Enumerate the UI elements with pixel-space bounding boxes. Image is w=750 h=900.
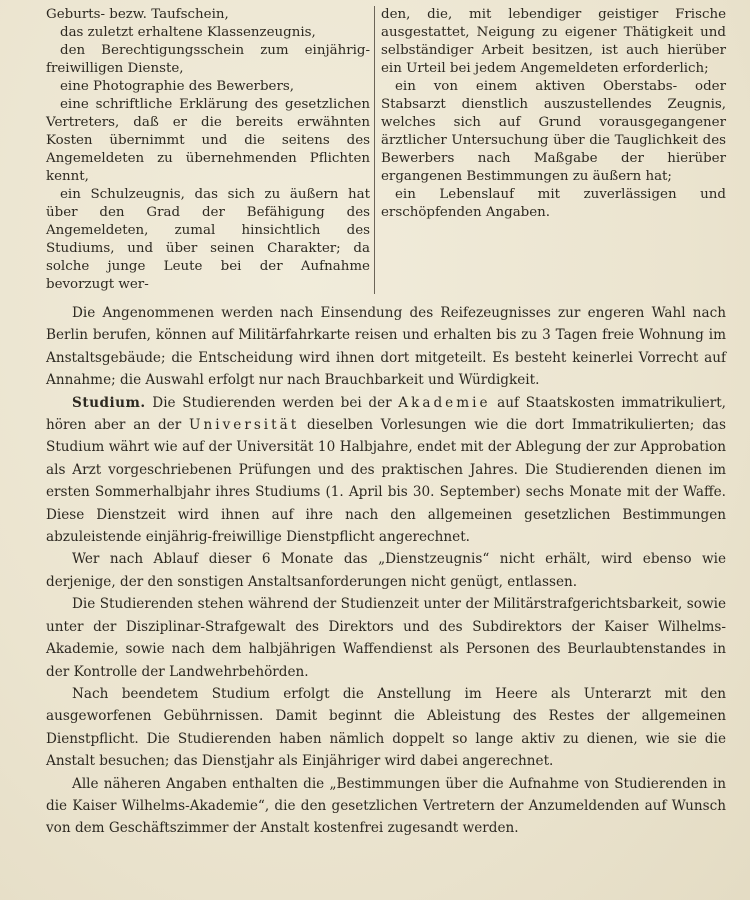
paragraph-studium <box>46 392 726 549</box>
right-column <box>375 6 726 294</box>
paragraph-admission: Die Angenommenen werden nach Einsendung des Reifezeugnisses zur engeren Wahl nach Berlin berufen, können auf Militärfahrkarte reisen und erhalten bis zu 3 Tagen freie Wohnung im Anstaltsgebäude; die Entscheidung wird ihnen dort mitgeteilt. Es besteht keinerlei Vorrecht auf Annahme; die Auswahl erfolgt nur nach Brauchbarkeit und Würdigkeit. <box>46 305 726 389</box>
list-item: eine Photographie des Bewerbers, <box>60 79 294 94</box>
section-heading-studium: Studium. <box>72 394 146 411</box>
emphasis-universitaet: Universität <box>189 417 300 434</box>
two-column-list <box>46 6 726 294</box>
list-item: eine schriftliche Erklärung des gesetzlichen Vertreters, daß er die bereits erwähnten Kosten übernimmt und die seitens des Angemeldeten zu übernehmenden Pflichten kennt, <box>46 97 370 184</box>
list-item: das zuletzt erhaltene Klassenzeugnis, <box>60 25 316 40</box>
list-item: ein Schulzeugnis, das sich zu äußern hat über den Grad der Befähigung des Angemeldeten, zumal hinsichtlich des Studiums, und über seinen Charakter; da solche junge Leute bei der Aufnahme bevorzugt wer- <box>46 187 370 292</box>
list-item: den, die, mit lebendiger geistiger Frische ausgestattet, Neigung zu eigener Thätigkeit und selbständiger Arbeit besitzen, ist auch hierüber ein Urteil bei jedem Angemeldeten erforderlich; <box>381 7 726 76</box>
list-item: den Berechtigungsschein zum einjährig-freiwilligen Dienste, <box>46 43 370 76</box>
paragraph-text: auf Staatskosten immatrikuliert, hören aber an der <box>46 394 726 434</box>
paragraph-text: dieselben Vorlesungen wie die dort Immatrikulierten; das Studium währt wie auf der Universität 10 Halbjahre, endet mit der Ablegung der zur Approbation als Arzt vorgeschriebenen Prüfungen und des praktischen Jahres. Die Studierenden dienen im ersten Sommerhalbjahr ihres Studiums (1. April bis 30. September) sechs Monate mit der Waffe. Diese Dienstzeit wird ihnen auf ihre nach den allgemeinen gesetzlichen Bestimmungen abzuleistende einjährig-freiwillige Dienstpflicht angerechnet. <box>46 417 726 546</box>
paragraph-appointment: Nach beendetem Studium erfolgt die Anstellung im Heere als Unterarzt mit den ausgeworfenen Gebührnissen. Damit beginnt die Ableistung des Restes der allgemeinen Dienstpflicht. Die Studierenden haben nämlich doppelt so lange aktiv zu dienen, wie sie die Anstalt besuchen; das Dienstjahr als Einjähriger wird dabei angerechnet. <box>46 685 726 770</box>
list-item: Geburts- bezw. Taufschein, <box>46 7 229 22</box>
body-text <box>46 302 726 840</box>
paragraph-dienstzeugnis: Wer nach Ablauf dieser 6 Monate das „Dienstzeugnis“ nicht erhält, wird ebenso wie derjenige, der den sonstigen Anstaltsanforderungen nicht genügt, entlassen. <box>46 551 726 590</box>
list-item: ein Lebenslauf mit zuverlässigen und erschöpfenden Angaben. <box>381 187 726 220</box>
list-item: ein von einem aktiven Oberstabs- oder Stabsarzt dienstlich auszustellendes Zeugnis, welches sich auf Grund vorausgegangener ärztlicher Untersuchung über die Tauglichkeit des Bewerbers nach Maßgabe der hierüber ergangenen Bestimmungen zu äußern hat; <box>381 79 726 184</box>
paragraph-text: Die Studierenden werden bei der <box>145 394 399 411</box>
left-column <box>46 6 375 294</box>
emphasis-akademie: Akademie <box>398 394 491 411</box>
paragraph-discipline: Die Studierenden stehen während der Studienzeit unter der Militärstrafgerichtsbarkeit, sowie unter der Disziplinar-Strafgewalt des Direktors und des Subdirektors der Kaiser Wilhelms-Akademie, sowie nach dem halbjährigen Waffendienst als Personen des Beurlaubtenstandes in der Kontrolle der Landwehrbehörden. <box>46 596 726 680</box>
paragraph-regulations: Alle näheren Angaben enthalten die „Bestimmungen über die Aufnahme von Studierenden in die Kaiser Wilhelms-Akademie“, die den gesetzlichen Vertretern der Anzumeldenden auf Wunsch von dem Geschäftszimmer der Anstalt kostenfrei zugesandt werden. <box>46 775 726 837</box>
